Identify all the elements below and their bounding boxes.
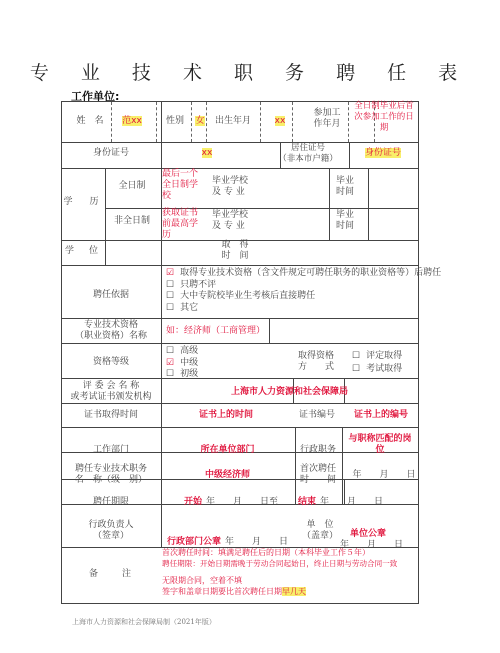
unchecked-box-icon[interactable]: ☐ xyxy=(166,291,175,301)
birth-label: 出生年月 xyxy=(214,116,251,126)
basis-option-label: 只聘不评 xyxy=(180,279,217,290)
fulltime-label: 全日制 xyxy=(118,181,146,191)
work-start-label: 参加工 作年月 xyxy=(313,108,341,129)
checked-box-icon[interactable]: ☑ xyxy=(166,357,175,368)
basis-option-0[interactable] xyxy=(166,268,441,279)
unit-seal-label: 单 位 （盖章） xyxy=(301,520,338,541)
appointed-title-label: 聘任专业技术职务 名 称（级 别） xyxy=(74,464,147,485)
committee-label: 评 委 会 名 称 或考试证书颁发机构 xyxy=(70,381,152,402)
method-option-label: 评定取得 xyxy=(366,351,403,361)
remarks-label: 备 注 xyxy=(88,569,133,579)
gender-label: 性别 xyxy=(165,116,184,126)
parttime-school-value[interactable]: 获取证书 前最高学 历 xyxy=(162,208,199,240)
admin-post-label: 行政职务 xyxy=(299,445,336,455)
residence-permit-label: 居住证号 （非本市户籍） xyxy=(278,143,338,164)
basis-option-3[interactable] xyxy=(166,303,198,314)
committee-value[interactable]: 上海市人力资源和社会保障局 xyxy=(230,387,348,397)
level-label: 资格等级 xyxy=(92,357,129,367)
school-major-label-2: 毕业学校 及 专 业 xyxy=(212,210,249,231)
period-end-label: 结束 xyxy=(298,497,317,507)
degree-time-label: 取 得 时 间 xyxy=(221,240,249,261)
work-unit-label: 工作单位: xyxy=(71,90,120,103)
cert-time-label: 证书取得时间 xyxy=(83,410,138,420)
department-label: 工作部门 xyxy=(92,445,129,455)
level-option-0[interactable] xyxy=(166,346,198,357)
cert-number-value[interactable]: 证书上的编号 xyxy=(353,410,408,420)
education-label: 学 历 xyxy=(63,197,103,207)
form-title: 专 业 技 术 职 务 聘 任 表 xyxy=(29,62,471,84)
cert-time-value[interactable]: 证书上的时间 xyxy=(198,410,253,420)
checked-box-icon[interactable]: ☑ xyxy=(166,268,175,278)
period-start-date[interactable]: 年 月 日至 xyxy=(206,497,279,507)
appoint-period-label: 聘任期限 xyxy=(92,497,129,507)
level-option-2[interactable] xyxy=(166,369,198,380)
basis-option-label: 取得专业技术资格（含文件规定可聘任职务的职业资格等）后聘任 xyxy=(180,268,442,278)
level-option-label: 初级 xyxy=(180,369,199,379)
unchecked-box-icon[interactable]: ☐ xyxy=(352,364,361,374)
unchecked-box-icon[interactable]: ☐ xyxy=(166,369,175,379)
period-start-label: 开始 xyxy=(184,497,203,507)
level-option-label: 高级 xyxy=(180,346,199,356)
birth-value[interactable]: xx xyxy=(274,116,286,126)
remark-line-4-text: 签字和盖章日期要比首次聘任日期 xyxy=(162,587,282,596)
name-value[interactable]: 范xx xyxy=(122,116,142,126)
admin-seal-date[interactable]: 年 月 日 xyxy=(225,537,289,547)
unchecked-box-icon[interactable]: ☐ xyxy=(166,346,175,356)
period-end-date[interactable]: 年 月 日 xyxy=(320,497,384,507)
residence-permit-value[interactable]: 身份证号 xyxy=(364,148,401,158)
appointed-title-value[interactable]: 中级经济师 xyxy=(204,470,250,480)
work-start-value[interactable]: 全日制毕业后首 次参加工作的日 期 xyxy=(354,101,414,133)
method-option-1[interactable] xyxy=(352,364,402,375)
cert-number-label: 证书编号 xyxy=(298,410,335,420)
qualification-label: 专业技术资格 （职业资格）名称 xyxy=(74,320,147,341)
admin-post-value[interactable]: 与职称匹配的岗 位 xyxy=(348,434,412,455)
unchecked-box-icon[interactable]: ☐ xyxy=(166,302,175,313)
method-option-label: 考试取得 xyxy=(366,364,403,374)
admin-leader-label: 行政负责人 （签章） xyxy=(88,520,134,541)
unchecked-box-icon[interactable]: ☐ xyxy=(166,279,175,290)
grad-time-label-1: 毕业 时间 xyxy=(335,176,354,197)
remark-line-2: 聘任期限：开始日期需晚于劳动合同起始日，终止日期与劳动合同一致 xyxy=(162,559,398,568)
degree-label: 学 位 xyxy=(64,246,101,256)
basis-option-label: 其它 xyxy=(180,302,199,313)
remark-line-4-highlight: 早几天 xyxy=(282,587,306,596)
appointment-basis-label: 聘任依据 xyxy=(92,290,129,300)
department-value[interactable]: 所在单位部门 xyxy=(200,445,255,455)
unchecked-box-icon[interactable]: ☐ xyxy=(352,351,361,361)
fulltime-school-value[interactable]: 最后一个 全日制学 校 xyxy=(162,169,199,201)
gender-value[interactable]: 女 xyxy=(195,116,205,126)
basis-option-1[interactable] xyxy=(166,280,216,291)
id-number-label: 身份证号 xyxy=(92,148,129,158)
basis-option-label: 大中专院校毕业生考核后直接聘任 xyxy=(180,291,316,301)
method-option-0[interactable] xyxy=(352,351,402,362)
first-appoint-date[interactable]: 年 月 日 xyxy=(352,470,416,480)
level-option-label: 中级 xyxy=(180,357,199,368)
grad-time-label-2: 毕业 时间 xyxy=(335,210,354,231)
qualification-value[interactable]: 如：经济师（工商管理） xyxy=(166,326,266,336)
first-appoint-label: 首次聘任 时 间 xyxy=(299,464,336,485)
id-number-value[interactable]: xx xyxy=(201,148,213,158)
unit-seal-value[interactable]: 单位公章 xyxy=(350,529,387,539)
school-major-label-1: 毕业学校 及 专 业 xyxy=(212,176,249,197)
remark-line-4 xyxy=(162,586,306,597)
name-label: 姓 名 xyxy=(76,116,104,126)
acquire-method-label: 取得资格 方 式 xyxy=(297,351,334,372)
basis-option-2[interactable] xyxy=(166,291,315,302)
footer-note: 上海市人力资源和社会保障局制（2021年版） xyxy=(72,618,216,626)
remark-line-1: 首次聘任时间：填满足聘任后的日期（本科毕业工作５年） xyxy=(162,548,370,557)
level-option-1[interactable] xyxy=(166,358,198,369)
admin-seal-value[interactable]: 行政部门公章 xyxy=(167,537,222,547)
unit-seal-date[interactable]: 年 月 日 xyxy=(340,540,404,550)
remark-line-3: 无限期合同，空着不填 xyxy=(162,576,242,585)
parttime-label: 非全日制 xyxy=(113,216,150,226)
